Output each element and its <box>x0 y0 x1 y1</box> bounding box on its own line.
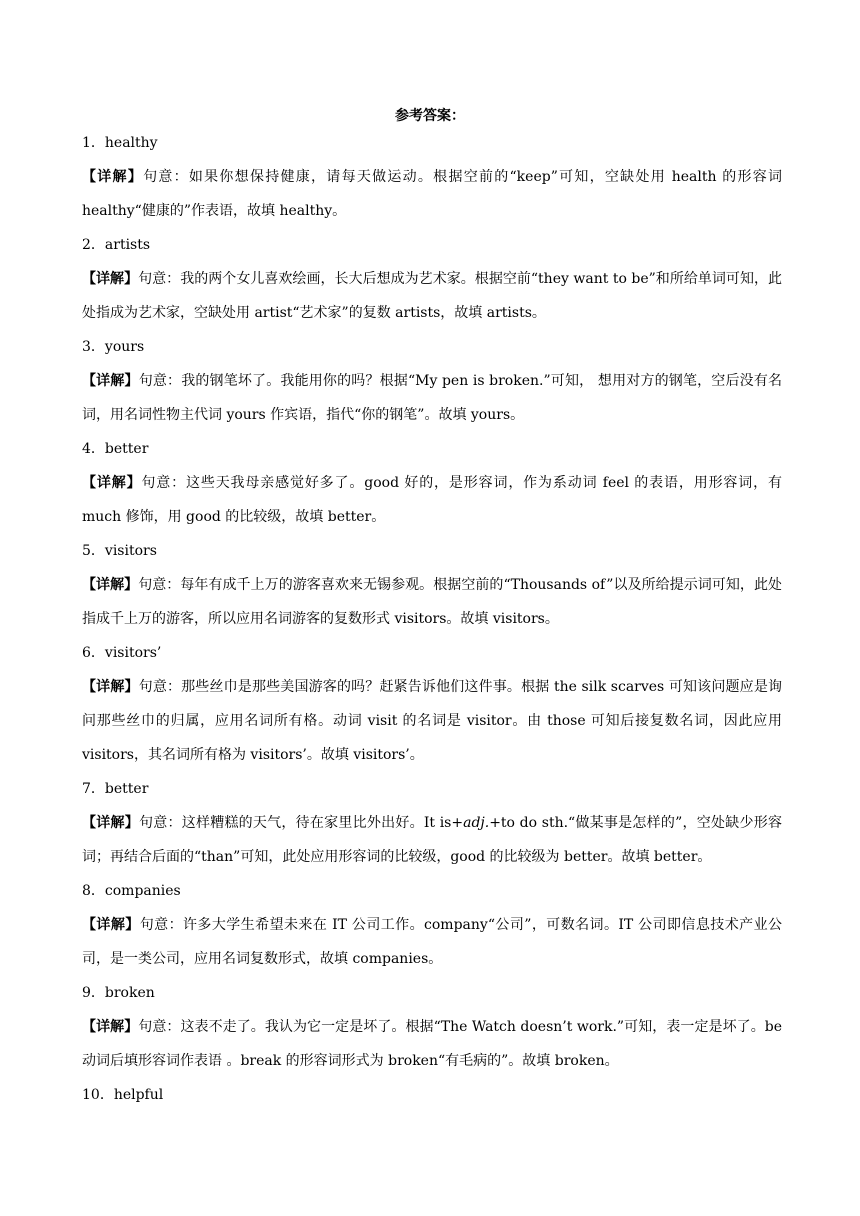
explanation <box>82 908 782 976</box>
explanation-tag: 【详解】 <box>82 373 139 389</box>
explanation-text: +to do sth.“做某事是怎样的”，空处缺少形容词；再结合后面的“than”可知，此处应用形容词的比较级，good 的比较级为 better。故填 better。 <box>82 815 783 865</box>
answer-line: 8．companies <box>82 883 181 899</box>
explanation-text: 句意：许多大学生希望未来在 IT 公司工作。company“公司”，可数名词。IT 公司即信息技术产业公司，是一类公司，应用名词复数形式，故填 companies。 <box>82 917 782 967</box>
explanation-text: 句意：这些天我母亲感觉好多了。good 好的，是形容词，作为系动词 feel 的表语，用形容词，有 much 修饰，用 good 的比较级，故填 better。 <box>82 475 782 525</box>
explanation-text: 句意：这样糟糕的天气，待在家里比外出好。It is+ <box>138 815 464 831</box>
explanation <box>82 568 782 636</box>
answer-list <box>82 126 782 1112</box>
explanation-italic-text: adj. <box>463 815 490 831</box>
explanation <box>82 1010 782 1078</box>
explanation-tag: 【详解】 <box>82 1019 139 1035</box>
explanation-tag: 【详解】 <box>82 169 144 185</box>
explanation <box>82 160 782 228</box>
explanation-tag: 【详解】 <box>82 917 140 933</box>
answer-line: 5．visitors <box>82 543 157 559</box>
explanation <box>82 466 782 534</box>
explanation-tag: 【详解】 <box>82 577 139 593</box>
explanation-text: 句意：我的钢笔坏了。我能用你的吗？根据“My pen is broken.”可知， 想用对方的钢笔，空后没有名词，用名词性物主代词 yours 作宾语，指代“你的钢笔”。故填 yours。 <box>82 373 782 423</box>
answer-line: 10．helpful <box>82 1087 164 1103</box>
answer-line: 1．healthy <box>82 135 158 151</box>
answer-line: 3．yours <box>82 339 145 355</box>
explanation-text: 句意：我的两个女儿喜欢绘画，长大后想成为艺术家。根据空前“they want to be”和所给单词可知，此处指成为艺术家，空缺处用 artist“艺术家”的复数 artists，故填 artists。 <box>82 271 783 321</box>
explanation-text: 句意：那些丝巾是那些美国游客的吗？赶紧告诉他们这件事。根据 the silk scarves 可知该问题应是询问那些丝巾的归属，应用名词所有格。动词 visit 的名词是 visitor。由 those 可知后接复数名词，因此应用 visitors，其名词所有格为 visitors’。故填 visitors’。 <box>82 679 782 763</box>
explanation-text: 句意：这表不走了。我认为它一定是坏了。根据“The Watch doesn’t work.”可知，表一定是坏了。be 动词后填形容词作表语 。break 的形容词形式为 broken“有毛病的”。故填 broken。 <box>82 1019 783 1069</box>
answer-line: 7．better <box>82 781 149 797</box>
answer-line: 4．better <box>82 441 149 457</box>
page-title: 参考答案： <box>395 108 465 124</box>
explanation-tag: 【详解】 <box>82 271 139 287</box>
explanation-text: 句意：每年有成千上万的游客喜欢来无锡参观。根据空前的“Thousands of”以及所给提示词可知，此处指成千上万的游客，所以应用名词游客的复数形式 visitors。故填 visitors。 <box>82 577 783 627</box>
explanation <box>82 262 782 330</box>
explanation-tag: 【详解】 <box>82 815 139 831</box>
answer-line: 9．broken <box>82 985 155 1001</box>
answer-line: 2．artists <box>82 237 151 253</box>
answer-line: 6．visitors’ <box>82 645 162 661</box>
explanation <box>82 806 782 874</box>
explanation-tag: 【详解】 <box>82 679 139 695</box>
explanation-text: 句意：如果你想保持健康，请每天做运动。根据空前的“keep”可知，空缺处用 health 的形容词 healthy“健康的”作表语，故填 healthy。 <box>82 169 783 219</box>
explanation <box>82 670 782 772</box>
explanation-tag: 【详解】 <box>82 475 142 491</box>
explanation <box>82 364 782 432</box>
